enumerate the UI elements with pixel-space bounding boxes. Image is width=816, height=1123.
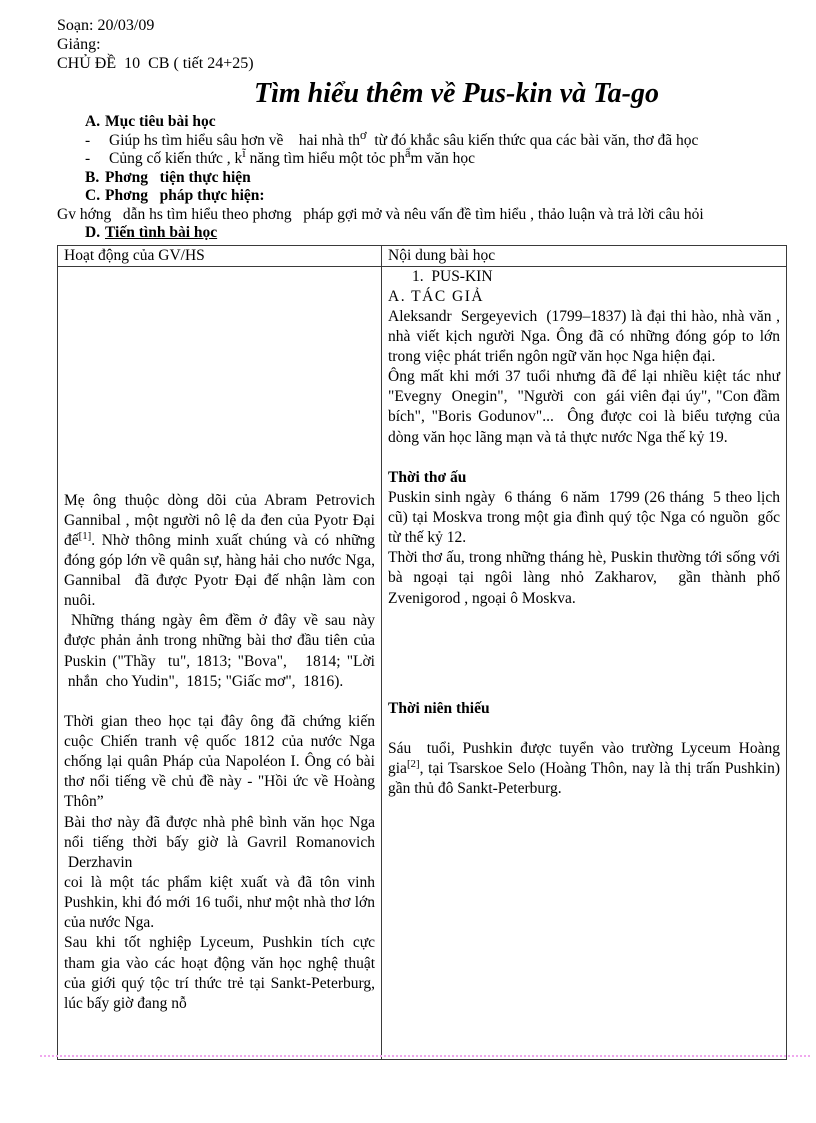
section-a-label: A. xyxy=(85,113,101,130)
right-paragraph-summer: Thời thơ ấu, trong những tháng hè, Puskin thường tới sống với bà ngoại tại ngôi làng nhỏ Zakharov, gần thành phố Zvenigorod , ngoại ô Moskva. xyxy=(388,549,780,607)
section-b-heading xyxy=(57,169,786,188)
author-section-heading: A. TÁC GIẢ xyxy=(388,287,485,305)
section-a-heading xyxy=(57,113,786,132)
right-paragraph-birth: Puskin sinh ngày 6 tháng 6 năm 1799 (26 tháng 5 theo lịch cũ) tại Moskva trong một gia đình quý tộc Nga có nguồn gốc từ thế kỷ 12. xyxy=(388,488,780,547)
lesson-content-cell xyxy=(382,266,787,1059)
left-paragraph-critic: Bài thơ này đã được nhà phê bình văn học Nga nổi tiếng thời bấy giờ là Gavril Romanovich Derzhavin xyxy=(64,813,375,871)
empty-line xyxy=(64,692,375,712)
section-b-label: B. xyxy=(85,168,100,186)
left-paragraph-early-poems: Những tháng ngày êm đềm ở đây về sau này được phản ảnh trong những bài thơ đầu tiên của Puskin ("Thầy tu", 1813; "Bova", 1814; "Lời nhắn cho Yudin", 1815; "Giấc mơ", 1816). xyxy=(64,612,375,690)
objective-bullet-2-text xyxy=(109,145,786,169)
section-d-heading xyxy=(57,224,786,243)
footnote-ref-2: [2] xyxy=(406,757,420,770)
childhood-heading: Thời thơ ấu xyxy=(388,468,467,486)
text-segment: . Nhờ thông minh xuất chúng và có những đóng góp lớn về quân sự, hàng hải cho nước Nga, Gannibal đã được Pyotr Đại đế nhận làm con nuôi. xyxy=(64,531,375,610)
text-segment: năng tìm hiểu một tỏc ph xyxy=(245,150,405,167)
topic-number-line: CHỦ ĐỀ 10 CB ( tiết 24+25) xyxy=(57,55,254,72)
objective-bullet-1-text xyxy=(109,127,786,151)
raised-char: ẩ xyxy=(405,145,411,160)
document-title: Tìm hiểu thêm về Pus-kin và Ta-go xyxy=(254,78,659,109)
text-segment: Mẹ ông thuộc dòng dõi của Abram Petrovich Gannibal , một người nô lệ da đen của Pyotr Đại đế xyxy=(64,491,375,549)
raised-char: ơ xyxy=(360,127,367,142)
section-c-title: Phơng pháp thực hiện: xyxy=(105,187,265,204)
gv-hs-activity-cell xyxy=(58,266,382,1059)
table-header-row xyxy=(58,245,787,266)
text-segment: Giúp hs tìm hiểu sâu hơn về hai nhà th xyxy=(109,131,360,149)
adolescence-heading: Thời niên thiếu xyxy=(388,699,490,717)
section-d-label: D. xyxy=(85,224,101,241)
raised-char: ĩ xyxy=(242,145,246,160)
text-segment: Sáu tuổi, Pushkin được tuyển vào trường Lyceum Hoàng gia xyxy=(388,739,780,778)
teaching-date-line: Giảng: xyxy=(57,36,101,53)
text-segment: , tại Tsarskoe Selo (Hoàng Thôn, nay là thị trấn Pushkin) gần thủ đô Sankt-Peterburg. xyxy=(388,760,780,798)
text-segment: Củng cố kiến thức , k xyxy=(109,150,243,167)
prepared-date-line: Soạn: 20/03/09 xyxy=(57,17,155,34)
content-item-puskin: 1. PUS-KIN xyxy=(412,267,493,285)
section-d-title: Tiến tình bài học xyxy=(105,224,218,241)
section-b-title: Phơng tiện thực hiện xyxy=(105,168,251,186)
section-c-label: C. xyxy=(85,187,101,204)
lesson-progress-table xyxy=(57,245,787,1060)
table-header-content: Nội dung bài học xyxy=(382,245,787,266)
section-a-title: Mục tiêu bài học xyxy=(105,113,216,130)
objective-bullet-1 xyxy=(57,127,786,151)
left-paragraph-war-1812: Thời gian theo học tại đây ông đã chứng kiến cuộc Chiến tranh vệ quốc 1812 của nước Nga chống lại quân Pháp của Napoléon I. Ông có bài thơ nổi tiếng về chủ đề này - "Hồi ức về Hoàng Thôn” xyxy=(64,712,375,811)
left-paragraph-lyceum-graduate: Sau khi tốt nghiệp Lyceum, Pushkin tích cực tham gia vào các hoạt động văn học nghệ thuật của giới quý tộc trí thức trẻ tại Sankt-Peterburg, lúc bấy giờ đang nỗ xyxy=(64,934,375,1012)
section-c-heading xyxy=(57,187,786,206)
left-paragraph-16-tuoi: coi là một tác phẩm kiệt xuất và đã tôn vinh Pushkin, khi đó mới 16 tuổi, như một nhà thơ lớn của nước Nga. xyxy=(64,874,375,932)
bullet-dash: - xyxy=(85,131,91,149)
section-c-body: Gv hớng dẫn hs tìm hiểu theo phơng pháp gợi mở và nêu vấn đề tìm hiểu , thảo luận và trả lời câu hỏi xyxy=(57,205,704,223)
right-paragraph-lyceum xyxy=(388,739,780,799)
table-header-gv-hs: Hoạt động của GV/HS xyxy=(58,245,382,266)
page-break-dotted-line xyxy=(40,1055,810,1057)
right-paragraph-intro: Aleksandr Sergeyevich (1799–1837) là đại thi hào, nhà văn , nhà viết kịch người Nga. Ông đã có những đóng góp to lớn trong việc phát triển ngôn ngữ văn học Nga hiện đại. xyxy=(388,307,780,366)
objective-bullet-2 xyxy=(57,145,786,169)
text-segment: m văn học xyxy=(410,150,476,167)
footnote-ref-1: [1] xyxy=(78,529,92,542)
left-paragraph-gannibal xyxy=(64,491,375,612)
table-body-row xyxy=(58,266,787,1059)
bullet-dash: - xyxy=(85,150,91,167)
text-segment: từ đó khắc sâu kiến thức qua các bài văn, thơ đã học xyxy=(366,131,699,149)
empty-spacer xyxy=(64,267,375,491)
right-paragraph-works: Ông mất khi mới 37 tuổi nhưng đã để lại nhiều kiệt tác như "Evegny Onegin", "Người con gái viên đại úy", "Con đầm bích", "Boris Godunov"... Ông được coi là biểu tượng của dòng văn học lãng mạn và tả thực nước Nga thế kỷ 19. xyxy=(388,368,780,446)
